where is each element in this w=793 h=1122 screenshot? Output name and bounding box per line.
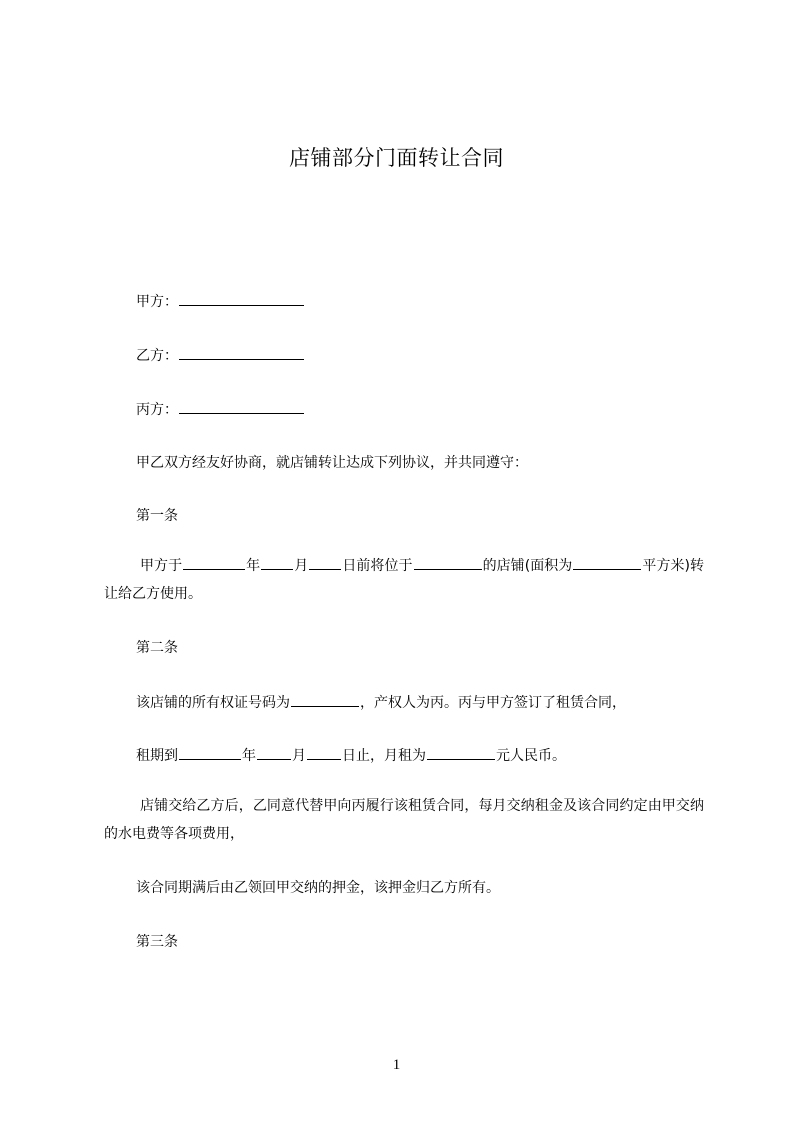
article-1-heading: 第一条 [136,508,178,524]
party-b-blank [179,345,304,360]
article-1-text-6: 平方米)转让给乙方使用。 [104,558,705,602]
lease-month-blank [257,745,291,760]
document-title: 店铺部分门面转让合同 [289,146,504,170]
article-2-p2-text-2: 年 [242,748,256,764]
article-2-paragraph-4: 该合同期满后由乙领回甲交纳的押金，该押金归乙方所有。 [136,880,500,896]
certificate-number-blank [291,692,359,707]
party-b-label: 乙方： [136,348,178,364]
day-blank [309,555,341,570]
party-c-label: 丙方： [136,402,178,418]
party-a-label: 甲方： [136,294,178,310]
year-blank [183,555,245,570]
article-1-text-2: 年 [246,558,261,574]
article-1-text-4: 日前将位于 [342,558,413,574]
article-1-text-5: 的店铺(面积为 [482,558,573,574]
location-blank [414,555,482,570]
party-b-line [136,345,305,366]
party-c-blank [179,399,304,414]
article-3-heading: 第三条 [136,934,178,950]
article-2-paragraph-1 [136,692,626,713]
article-2-p1-text-1: 该店铺的所有权证号码为 [136,695,290,711]
article-1-text-3: 月 [294,558,309,574]
article-1-text-1: 甲方于 [140,558,183,574]
article-2-p2-text-4: 日止，月租为 [342,748,426,764]
lease-day-blank [307,745,341,760]
month-blank [261,555,293,570]
party-a-line [136,291,305,312]
article-2-paragraph-2 [136,745,566,766]
article-2-p1-text-2: ，产权人为丙。丙与甲方签订了租赁合同， [360,695,626,711]
article-2-p2-text-3: 月 [292,748,306,764]
area-blank [573,555,641,570]
monthly-rent-blank [427,745,495,760]
article-2-p2-text-1: 租期到 [136,748,178,764]
article-2-paragraph-3: 店铺交给乙方后，乙同意代替甲向丙履行该租赁合同，每月交纳租金及该合同约定由甲交纳的水电费等各项费用， [104,798,704,842]
party-a-blank [179,291,304,306]
article-2-p2-text-5: 元人民币。 [496,748,566,764]
intro-paragraph: 甲乙双方经友好协商，就店铺转让达成下列协议，并共同遵守： [136,455,528,471]
article-1-body [104,552,704,608]
page-number: 1 [392,1057,401,1073]
party-c-line [136,399,305,420]
article-2-heading: 第二条 [136,640,178,656]
lease-year-blank [179,745,241,760]
